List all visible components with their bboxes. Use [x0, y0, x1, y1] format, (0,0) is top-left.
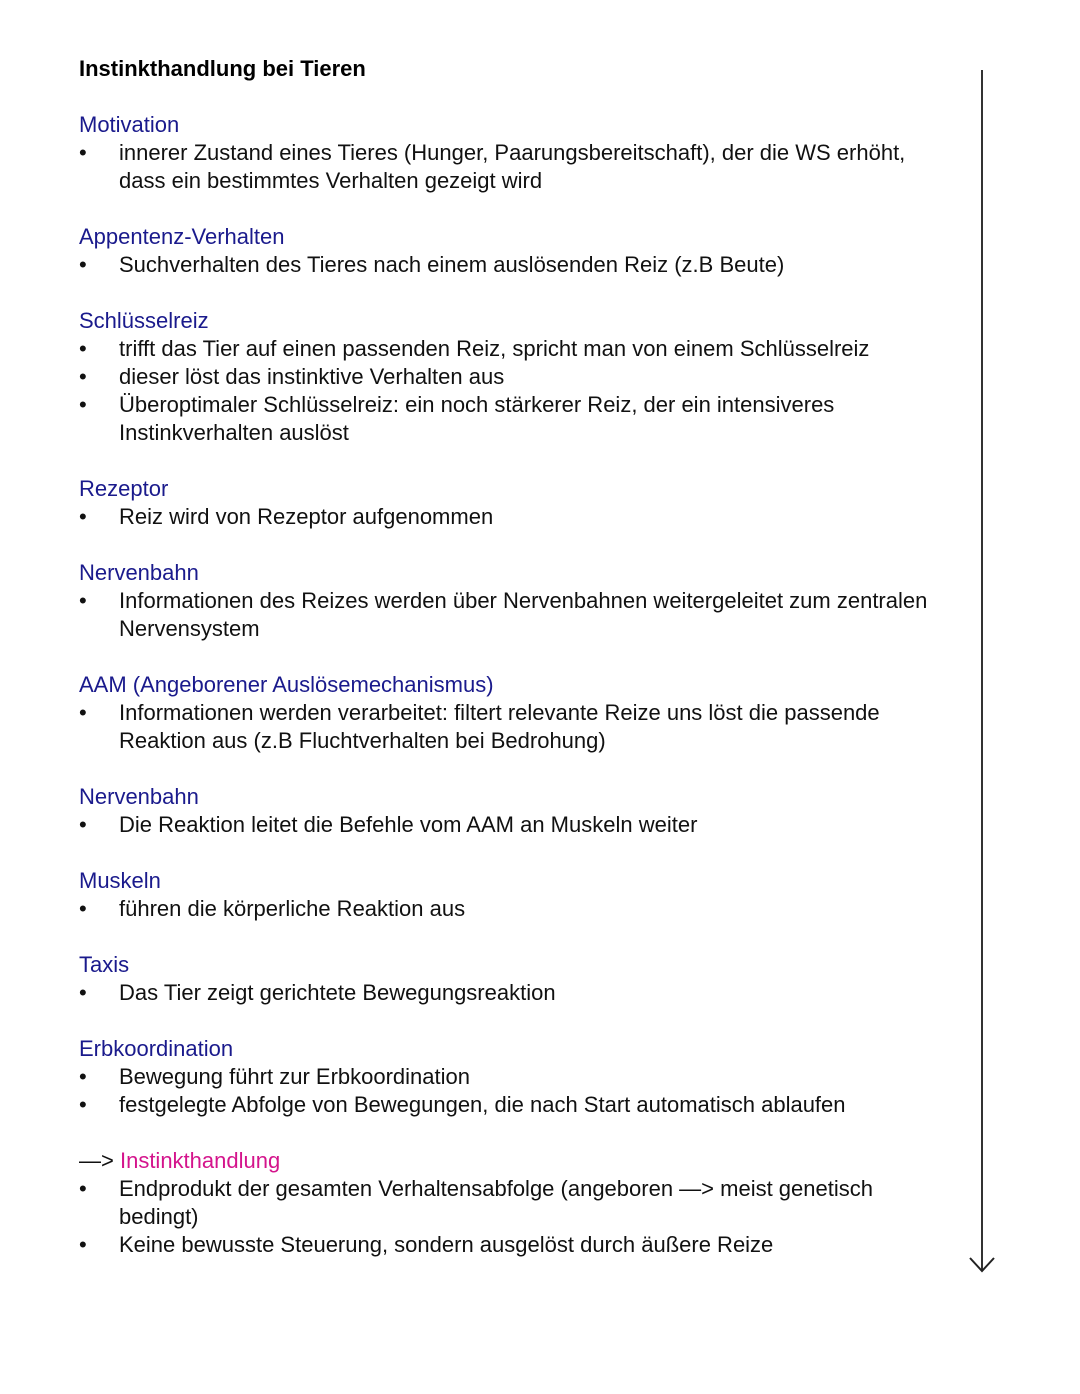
list-item: • Bewegung führt zur Erbkoordination [79, 1064, 470, 1089]
bullet-icon: • [79, 140, 87, 165]
page-title: Instinkthandlung bei Tieren [79, 56, 366, 81]
section-motivation [79, 111, 949, 195]
section-heading: Taxis [79, 952, 130, 977]
section-aam [79, 671, 949, 755]
list-item: • dieser löst das instinktive Verhalten aus [79, 364, 505, 389]
bullet-icon: • [79, 700, 87, 725]
bullet-list [79, 139, 949, 195]
section-rezeptor [79, 475, 949, 531]
bullet-icon: • [79, 364, 87, 389]
bullet-icon: • [79, 812, 87, 837]
bullet-icon: • [79, 252, 87, 277]
section-erbkoordination [79, 1035, 949, 1119]
section-heading: Appentenz-Verhalten [79, 224, 285, 249]
bullet-icon: • [79, 336, 87, 361]
bullet-list [79, 895, 949, 923]
list-item: • festgelegte Abfolge von Bewegungen, die nach Start automatisch ablaufen [79, 1092, 846, 1117]
list-item: • trifft das Tier auf einen passenden Reiz, spricht man von einem Schlüsselreiz [79, 336, 870, 361]
bullet-list [79, 335, 949, 447]
list-item: • Die Reaktion leitet die Befehle vom AAM an Muskeln weiter [79, 812, 698, 837]
bullet-icon: • [79, 896, 87, 921]
section-heading: Rezeptor [79, 476, 169, 501]
bullet-icon: • [79, 1232, 87, 1257]
section-nervenbahn-1 [79, 559, 949, 643]
conclusion-heading [79, 1147, 949, 1175]
bullet-list [79, 699, 949, 755]
section-heading: AAM (Angeborener Auslösemechanismus) [79, 672, 494, 697]
bullet-list [79, 1063, 949, 1119]
bullet-icon: • [79, 1092, 87, 1117]
list-item: • Überoptimaler Schlüsselreiz: ein noch stärkerer Reiz, der ein intensiveres Instinkverhalten auslöst [79, 392, 835, 445]
section-nervenbahn-2 [79, 783, 949, 839]
section-muskeln [79, 867, 949, 923]
bullet-icon: • [79, 504, 87, 529]
section-heading: Nervenbahn [79, 560, 199, 585]
list-item: • Das Tier zeigt gerichtete Bewegungsreaktion [79, 980, 556, 1005]
section-conclusion [79, 1147, 949, 1259]
section-schluesselreiz [79, 307, 949, 447]
list-item: • Informationen des Reizes werden über Nervenbahnen weitergeleitet zum zentralen Nervensystem [79, 588, 928, 641]
list-item: • innerer Zustand eines Tieres (Hunger, Paarungsbereitschaft), der die WS erhöht, dass ein bestimmtes Verhalten gezeigt wird [79, 140, 906, 193]
list-item: • Endprodukt der gesamten Verhaltensabfolge (angeboren —> meist genetisch bedingt) [79, 1176, 873, 1229]
document-page [79, 55, 949, 1287]
bullet-icon: • [79, 1176, 87, 1201]
section-heading: Nervenbahn [79, 784, 199, 809]
list-item: • führen die körperliche Reaktion aus [79, 896, 466, 921]
section-heading: Muskeln [79, 868, 161, 893]
section-heading: Motivation [79, 112, 180, 137]
bullet-icon: • [79, 1064, 87, 1089]
bullet-list [79, 1175, 949, 1259]
bullet-icon: • [79, 392, 87, 417]
bullet-icon: • [79, 980, 87, 1005]
list-item: • Reiz wird von Rezeptor aufgenommen [79, 504, 494, 529]
down-arrow-icon [968, 68, 998, 1274]
section-appetenz [79, 223, 949, 279]
bullet-list [79, 503, 949, 531]
bullet-list [79, 587, 949, 643]
arrow-prefix: —> [79, 1148, 120, 1173]
bullet-list [79, 811, 949, 839]
section-taxis [79, 951, 949, 1007]
section-heading: Schlüsselreiz [79, 308, 209, 333]
list-item: • Informationen werden verarbeitet: filtert relevante Reize uns löst die passende Reaktion aus (z.B Fluchtverhalten bei Bedrohung) [79, 700, 880, 753]
section-heading: Erbkoordination [79, 1036, 234, 1061]
bullet-list [79, 979, 949, 1007]
bullet-icon: • [79, 588, 87, 613]
conclusion-label: Instinkthandlung [119, 1148, 281, 1173]
list-item: • Suchverhalten des Tieres nach einem auslösenden Reiz (z.B Beute) [79, 252, 785, 277]
list-item: • Keine bewusste Steuerung, sondern ausgelöst durch äußere Reize [79, 1232, 774, 1257]
bullet-list [79, 251, 949, 279]
